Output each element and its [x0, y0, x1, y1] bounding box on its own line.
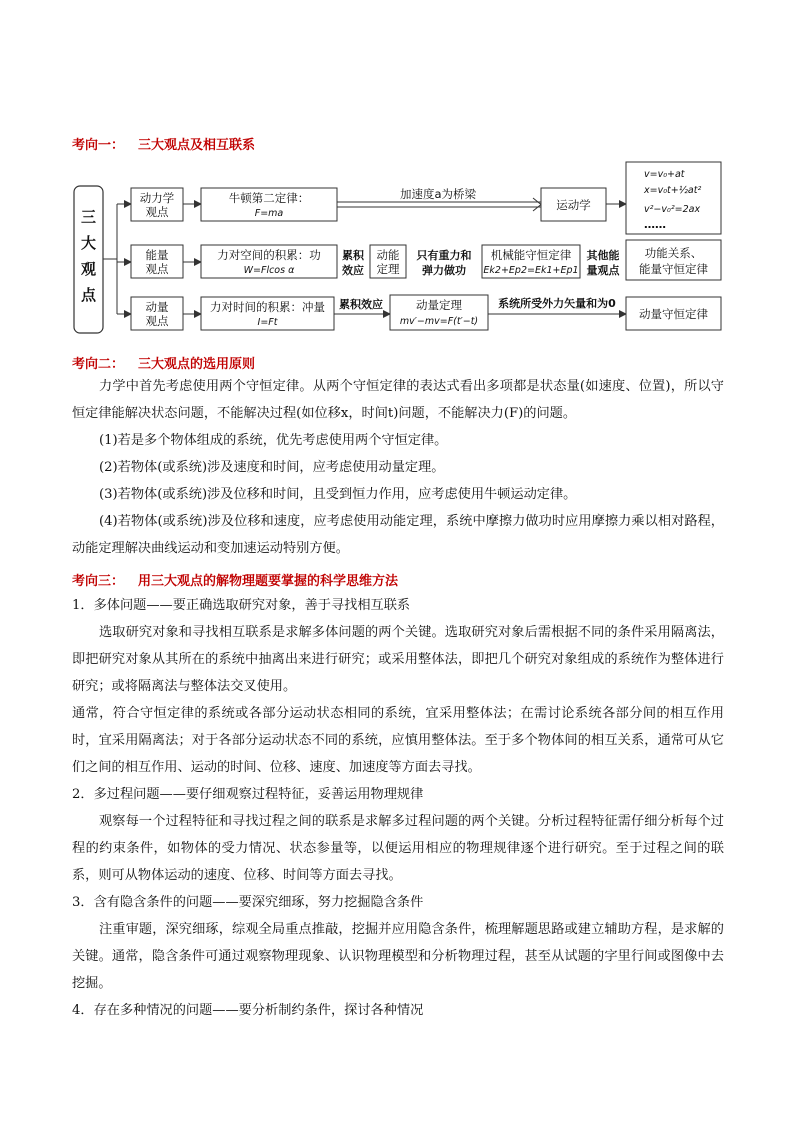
root-char-4: 点 [80, 286, 97, 304]
row2-result-2: 能量守恒定律 [639, 262, 708, 276]
row1-category-2: 观点 [145, 205, 169, 219]
row2-law-title: 力对空间的积累：功 [217, 248, 321, 262]
section3-heading [72, 570, 398, 589]
row1-bridge: 加速度a为桥梁 [399, 187, 477, 201]
row3-theorem-formula: mv′−mv=F(t′−t) [399, 316, 479, 327]
root-char-3: 观 [80, 260, 97, 278]
row2-conservation-formula: Ek2+Ep2=Ek1+Ep1 [483, 265, 579, 276]
row2-theorem-1: 动能 [376, 248, 400, 262]
row1-category-1: 动力学 [139, 191, 175, 205]
section3-point1-title: 1．多体问题——要正确选取研究对象，善于寻找相互联系 [72, 598, 411, 613]
row3-condition: 系统所受外力矢量和为0 [498, 297, 616, 310]
row2-accum-2: 效应 [342, 264, 364, 277]
row2-law-formula: W=Flcos α [243, 265, 295, 276]
section2-label: 考向二： [72, 357, 125, 372]
row3-law-formula: I=Ft [257, 317, 278, 328]
row2-condition-2: 弹力做功 [422, 264, 466, 277]
section3-point2-title: 2．多过程问题——要仔细观察过程特征，妥善运用物理规律 [72, 787, 424, 802]
section3-point3-body: 注重审题，深究细琢，综观全局重点推敲，挖掘并应用隐含条件，梳理解题思路或建立辅助方程，是求解的关键。通常，隐含条件可通过观察物理现象、认识物理模型和分析物理过程，甚至从试题的字里行间或图像中去挖掘。 [72, 922, 724, 991]
section3-point1-body2: 通常，符合守恒定律的系统或各部分运动状态相同的系统，宜采用整体法；在需讨论系统各部分间的相互作用时，宜采用隔离法；对于各部分运动状态不同的系统，应慎用整体法。至于多个物体间的相互关系，通常可从它们之间的相互作用、运动的时间、位移、速度、加速度等方面去寻找。 [72, 706, 724, 775]
row2-accum-1: 累积 [342, 249, 364, 262]
row1-formula-1: v=v₀+at [644, 169, 685, 180]
section1-label: 考向一： [72, 138, 125, 153]
section1-title: 三大观点及相互联系 [138, 138, 256, 153]
section3-title: 用三大观点的解物理题要掌握的科学思维方法 [138, 574, 399, 589]
root-char-2: 大 [80, 234, 97, 252]
section3-point2-body: 观察每一个过程特征和寻找过程之间的联系是求解多过程问题的两个关键。分析过程特征需仔细分析每个过程的约束条件，如物体的受力情况、状态参量等，以便运用相应的物理规律逐个进行研究。至于过程之间的联系，则可从物体运动的速度、位移、时间等方面去寻找。 [72, 814, 724, 883]
row3-theorem-title: 动量定理 [416, 298, 462, 312]
row1-formula-3: v²−v₀²=2ax [644, 204, 701, 215]
section3-point3-title: 3．含有隐含条件的问题——要深究细琢，努力挖掘隐含条件 [72, 895, 424, 910]
section2-item-1: (1)若是多个物体组成的系统，优先考虑使用两个守恒定律。 [99, 433, 448, 448]
three-viewpoints-diagram [0, 0, 794, 340]
row3-accum: 累积效应 [339, 298, 383, 311]
row1-formula-4: …… [644, 218, 666, 231]
section2-title: 三大观点的选用原则 [138, 357, 256, 372]
section3-point4-title: 4．存在多种情况的问题——要分析制约条件，探讨各种情况 [72, 1003, 424, 1018]
row2-condition-1: 只有重力和 [416, 249, 472, 262]
section3-point1-body: 选取研究对象和寻找相互联系是求解多体问题的两个关键。选取研究对象后需根据不同的条件采用隔离法，即把研究对象从其所在的系统中抽离出来进行研究；或采用整体法，即把几个研究对象组成的系统作为整体进行研究；或将隔离法与整体法交叉使用。 [72, 625, 724, 694]
row2-other-1: 其他能 [586, 249, 620, 262]
row3-law-title: 力对时间的积累：冲量 [210, 300, 325, 314]
section2-item-2: (2)若物体(或系统)涉及速度和时间，应考虑使用动量定理。 [99, 460, 445, 475]
row2-category-2: 观点 [145, 262, 169, 276]
section2-heading [72, 353, 255, 372]
row2-category-1: 能量 [145, 248, 169, 262]
section2-item-4: (4)若物体(或系统)涉及位移和速度，应考虑使用动能定理，系统中摩擦力做功时应用摩擦力乘以相对路程，动能定理解决曲线运动和变加速运动特别方便。 [72, 514, 724, 556]
row2-other-2: 量观点 [586, 264, 620, 277]
section2-item-3: (3)若物体(或系统)涉及位移和时间，且受到恒力作用，应考虑使用牛顿运动定律。 [99, 487, 577, 502]
row1-formula-2: x=v₀t+½at² [644, 185, 702, 196]
row1-law-formula: F=ma [254, 208, 284, 219]
row1-law-title: 牛顿第二定律： [228, 191, 310, 205]
section3-label: 考向三： [72, 574, 125, 589]
row2-result-1: 功能关系、 [644, 246, 703, 260]
row2-conservation-title: 机械能守恒定律 [490, 248, 572, 262]
row3-category-2: 观点 [145, 314, 169, 328]
row3-category-1: 动量 [145, 300, 169, 314]
section2-intro: 力学中首先考虑使用两个守恒定律。从两个守恒定律的表达式看出多项都是状态量(如速度、位置)，所以守恒定律能解决状态问题，不能解决过程(如位移x，时间t)问题，不能解决力(F)的问题。 [72, 379, 724, 421]
root-char-1: 三 [80, 208, 97, 226]
row1-target: 运动学 [556, 198, 591, 212]
row3-result: 动量守恒定律 [639, 307, 708, 321]
row2-theorem-2: 定理 [376, 262, 400, 276]
